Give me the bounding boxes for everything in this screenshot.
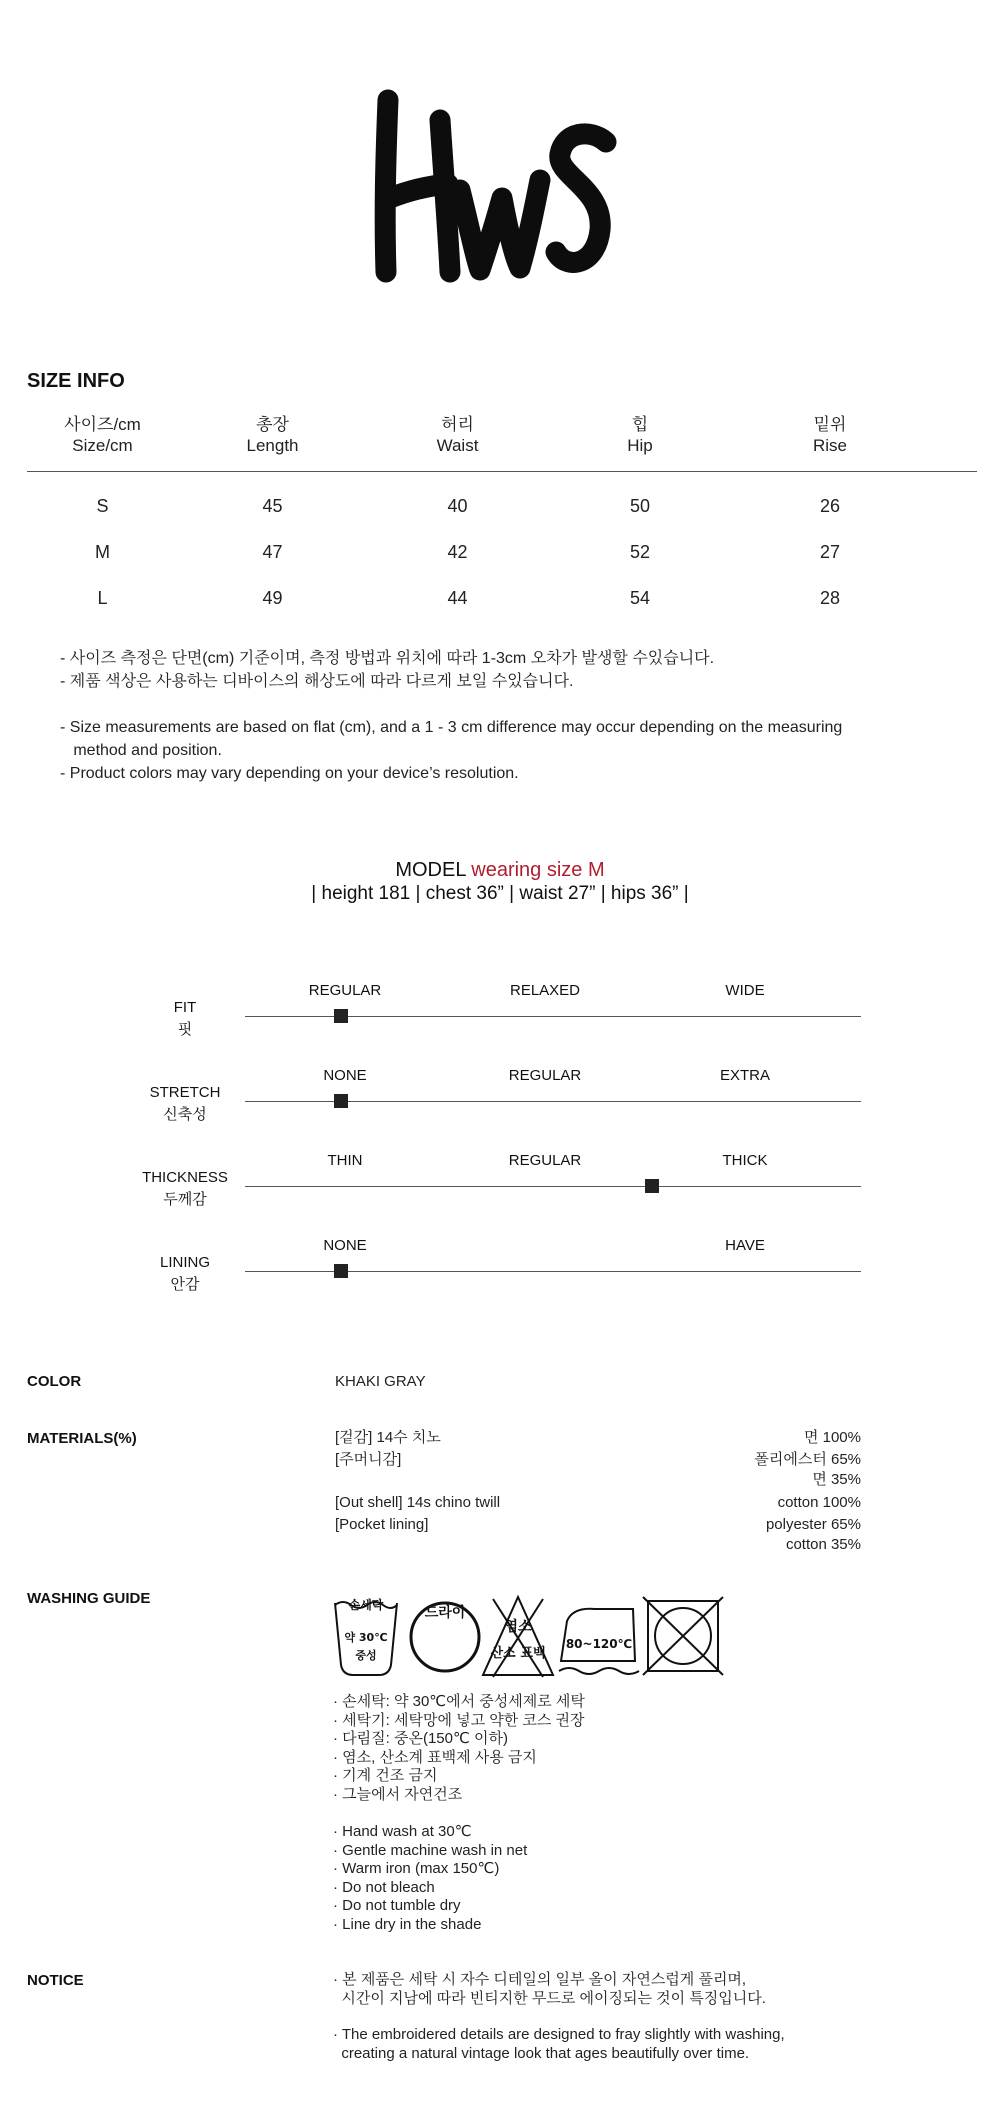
brand-logo [0, 80, 1000, 300]
no-bleach-icon [483, 1597, 553, 1677]
washing-guide-label: WASHING GUIDE [27, 1590, 151, 1607]
size-notes-en: - Size measurements are based on flat (cm), and a 1 - 3 cm difference may occur depending on the measuring method and position. - Product colors may vary depending on your device’s resolution. [60, 719, 843, 782]
svg-text:중성: 중성 [355, 1649, 377, 1662]
header-hip: 힙 Hip [627, 415, 653, 455]
material-outer-ko: [겉감] 14수 치노 [335, 1429, 441, 1446]
size-info-title: SIZE INFO [27, 370, 125, 392]
attribute-lining: LINING 안감 NONE HAVE [0, 1237, 1000, 1317]
model-info: MODEL wearing size M | height 181 | chest 36” | waist 27” | hips 36” | [0, 858, 1000, 906]
size-notes-ko: - 사이즈 측정은 단면(cm) 기준이며, 측정 방법과 위치에 따라 1-3cm 오차가 발생할 수있습니다. - 제품 색상은 사용하는 디바이스의 해상도에 따라 다르게 보일 수있습니다. [60, 650, 715, 690]
attribute-scale-line [245, 1186, 861, 1187]
attribute-fit: FIT 핏 REGULAR RELAXED WIDE [0, 982, 1000, 1062]
attribute-marker [334, 1094, 348, 1108]
material-pocket-en-value2: cotton 35% [785, 1536, 861, 1553]
material-outer-en: [Out shell] 14s chino twill [335, 1494, 501, 1511]
attribute-stretch: STRETCH 신축성 NONE REGULAR EXTRA [0, 1067, 1000, 1147]
notice-label: NOTICE [27, 1972, 84, 1989]
size-table [27, 414, 977, 621]
svg-text:표백: 표백 [520, 1646, 546, 1661]
svg-text:산소: 산소 [490, 1646, 516, 1661]
material-outer-ko-value: 면 100% [803, 1429, 861, 1446]
notice-en: · The embroidered details are designed to fray slightly with washing, creating a natural vintage look that ages beautifully over time. [333, 2026, 785, 2062]
dry-clean-icon [411, 1603, 479, 1671]
svg-text:손세탁: 손세탁 [348, 1598, 384, 1612]
header-rise: 밑위 Rise [812, 415, 847, 455]
table-row: L 49 44 54 28 [97, 587, 841, 608]
materials-label: MATERIALS(%) [27, 1430, 137, 1447]
washing-care-icons [333, 1595, 733, 1685]
model-stats: | height 181 | chest 36” | waist 27” | hips 36” | [311, 883, 689, 904]
size-table-header [27, 414, 977, 472]
table-row: S 45 40 50 26 [96, 495, 841, 516]
iron-icon [559, 1609, 639, 1674]
header-size: 사이즈/cm Size/cm [64, 415, 141, 455]
attribute-marker [334, 1009, 348, 1023]
svg-text:약 30℃: 약 30℃ [344, 1631, 388, 1644]
notice-ko: · 본 제품은 세탁 시 자수 디테일의 일부 올이 자연스럽게 풀리며, 시간이 지남에 따라 빈티지한 무드로 에이징되는 것이 특징입니다. [333, 1971, 766, 2007]
model-size-accent: wearing size M [471, 859, 605, 881]
material-outer-en-value: cotton 100% [777, 1494, 861, 1511]
svg-text:드라이: 드라이 [424, 1605, 466, 1621]
attribute-marker [334, 1264, 348, 1278]
svg-text:Hws: Hws [500, 285, 502, 286]
material-pocket-en: [Pocket lining] [335, 1516, 429, 1533]
material-pocket-ko-value1: 폴리에스터 65% [754, 1451, 861, 1468]
no-tumble-dry-icon [643, 1597, 723, 1675]
svg-text:염소: 염소 [504, 1619, 532, 1635]
header-length: 총장 Length [246, 415, 299, 455]
header-waist: 허리 Waist [436, 415, 479, 455]
hws-logo-mark [370, 80, 630, 290]
table-row: M 47 42 52 27 [95, 541, 841, 562]
washing-guide-ko: · 손세탁: 약 30℃에서 중성세제로 세탁 · 세탁기: 세탁망에 넣고 약한 코스 권장 · 다림질: 중온(150℃ 이하) · 염소, 산소계 표백제 사용 금지 · 기계 건조 금지 · 그늘에서 자연건조 [333, 1693, 585, 1803]
washing-guide-en: · Hand wash at 30℃ · Gentle machine wash in net · Warm iron (max 150℃) · Do not bleach · Do not tumble dry · Line dry in the shade [333, 1823, 528, 1933]
material-pocket-ko: [주머니감] [335, 1451, 402, 1468]
attribute-marker [645, 1179, 659, 1193]
color-value: KHAKI GRAY [335, 1373, 426, 1390]
attribute-thickness: THICKNESS 두께감 THIN REGULAR THICK [0, 1152, 1000, 1232]
color-label: COLOR [27, 1373, 82, 1390]
material-pocket-ko-value2: 면 35% [812, 1471, 861, 1488]
material-pocket-en-value1: polyester 65% [765, 1516, 861, 1533]
hand-wash-icon [335, 1597, 397, 1675]
svg-text:80~120℃: 80~120℃ [565, 1637, 633, 1651]
